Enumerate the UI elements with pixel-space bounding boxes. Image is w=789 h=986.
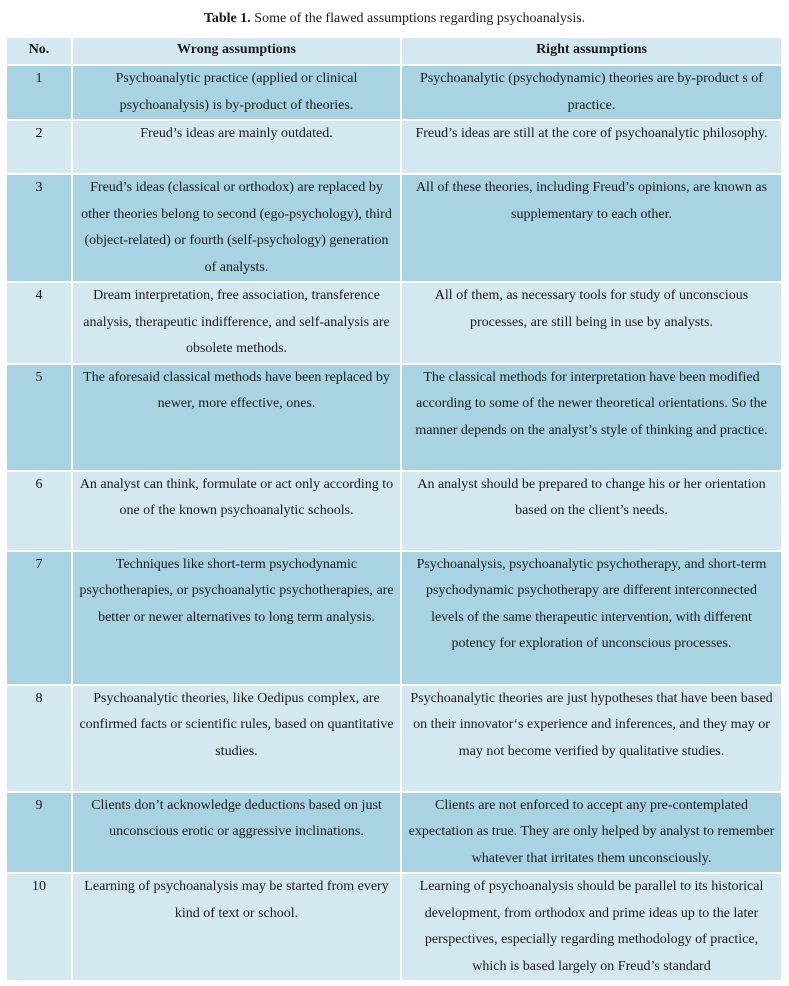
table-row	[6, 282, 782, 364]
wrong-assumption-cell: Psychoanalytic theories, like Oedipus complex, are confirmed facts or scientific rules, based on quantitative studies.	[72, 685, 401, 792]
table-row	[6, 174, 782, 282]
table-row	[6, 364, 782, 471]
row-number: 5	[6, 364, 72, 471]
row-number: 7	[6, 551, 72, 685]
header-wrong-assumptions: Wrong assumptions	[72, 37, 401, 65]
wrong-assumption-cell: An analyst can think, formulate or act only according to one of the known psychoanalytic schools.	[72, 471, 401, 551]
row-number: 2	[6, 120, 72, 174]
assumptions-table	[5, 36, 783, 982]
row-number: 6	[6, 471, 72, 551]
wrong-assumption-cell: Clients don’t acknowledge deductions based on just unconscious erotic or aggressive inclinations.	[72, 792, 401, 874]
row-number: 4	[6, 282, 72, 364]
wrong-assumption-cell: Techniques like short-term psychodynamic psychotherapies, or psychoanalytic psychotherapies, are better or newer alternatives to long term analysis.	[72, 551, 401, 685]
table-row	[6, 471, 782, 551]
table-row	[6, 120, 782, 174]
right-assumption-cell: Clients are not enforced to accept any pre-contemplated expectation as true. They are only helped by analyst to remember whatever that irritates them unconsciously.	[401, 792, 782, 874]
table-row	[6, 551, 782, 685]
row-number: 8	[6, 685, 72, 792]
row-number: 10	[6, 873, 72, 981]
header-no: No.	[6, 37, 72, 65]
row-number: 9	[6, 792, 72, 874]
table-row	[6, 65, 782, 120]
row-number: 1	[6, 65, 72, 120]
table-caption	[0, 0, 789, 37]
wrong-assumption-cell: Freud’s ideas (classical or orthodox) are replaced by other theories belong to second (ego-psychology), third (object-related) or fourth (self-psychology) generation of analysts.	[72, 174, 401, 282]
table-header-row	[6, 37, 782, 65]
row-number: 3	[6, 174, 72, 282]
right-assumption-cell: Psychoanalytic (psychodynamic) theories are by-product s of practice.	[401, 65, 782, 120]
wrong-assumption-cell: Learning of psychoanalysis may be started from every kind of text or school.	[72, 873, 401, 981]
wrong-assumption-cell: Freud’s ideas are mainly outdated.	[72, 120, 401, 174]
right-assumption-cell: Psychoanalysis, psychoanalytic psychotherapy, and short-term psychodynamic psychotherapy are different interconnected levels of the same therapeutic intervention, with different potency for exploration of unconscious processes.	[401, 551, 782, 685]
right-assumption-cell: Learning of psychoanalysis should be parallel to its historical development, from orthodox and prime ideas up to the later perspectives, especially regarding methodology of practice, which is based largely on Freud’s standard	[401, 873, 782, 981]
right-assumption-cell: The classical methods for interpretation have been modified according to some of the newer theoretical orientations. So the manner depends on the analyst’s style of thinking and practice.	[401, 364, 782, 471]
right-assumption-cell: All of them, as necessary tools for study of unconscious processes, are still being in use by analysts.	[401, 282, 782, 364]
table-caption-label: Table 1.	[203, 11, 251, 26]
right-assumption-cell: All of these theories, including Freud’s opinions, are known as supplementary to each other.	[401, 174, 782, 282]
table-row	[6, 792, 782, 874]
table-row	[6, 685, 782, 792]
table-caption-text: Some of the flawed assumptions regarding psychoanalysis.	[250, 11, 586, 26]
header-right-assumptions: Right assumptions	[401, 37, 782, 65]
table-row	[6, 873, 782, 981]
right-assumption-cell: Freud’s ideas are still at the core of psychoanalytic philosophy.	[401, 120, 782, 174]
right-assumption-cell: Psychoanalytic theories are just hypotheses that have been based on their innovator‘s experience and inferences, and they may or may not become verified by qualitative studies.	[401, 685, 782, 792]
wrong-assumption-cell: The aforesaid classical methods have been replaced by newer, more effective, ones.	[72, 364, 401, 471]
right-assumption-cell: An analyst should be prepared to change his or her orientation based on the client’s needs.	[401, 471, 782, 551]
wrong-assumption-cell: Psychoanalytic practice (applied or clinical psychoanalysis) is by-product of theories.	[72, 65, 401, 120]
wrong-assumption-cell: Dream interpretation, free association, transference analysis, therapeutic indifference, and self-analysis are obsolete methods.	[72, 282, 401, 364]
